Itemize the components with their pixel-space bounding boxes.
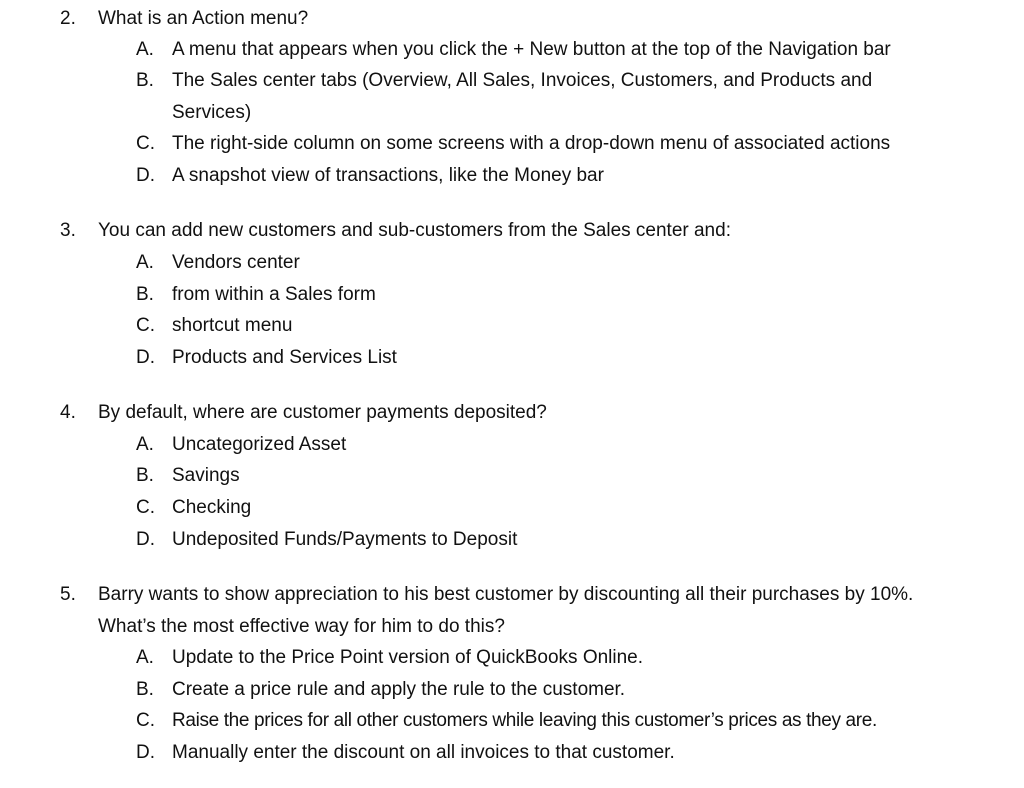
option-text: A snapshot view of transactions, like the Money bar: [172, 165, 604, 186]
option-text: shortcut menu: [172, 315, 293, 336]
option-text: Savings: [172, 465, 240, 486]
option-text: Update to the Price Point version of QuickBooks Online.: [172, 647, 644, 668]
option-text: Products and Services List: [172, 347, 397, 368]
option-text: Raise the prices for all other customers while leaving this customer’s prices as they are.: [172, 710, 877, 731]
question-text: Barry wants to show appreciation to his best customer by discounting all their purchases by 10%. What’s the most effective way for him to do this?: [98, 584, 914, 637]
option-letter: A.: [136, 252, 154, 273]
question-text: You can add new customers and sub-customers from the Sales center and:: [98, 220, 731, 241]
option-text: Uncategorized Asset: [172, 434, 347, 455]
option-letter: C.: [136, 315, 155, 336]
question-number: 2.: [60, 8, 76, 29]
option-letter: D.: [136, 165, 155, 186]
question-number: 3.: [60, 220, 76, 241]
option-text: A menu that appears when you click the + New button at the top of the Navigation bar: [172, 39, 891, 60]
question-number: 4.: [60, 402, 76, 423]
option-letter: D.: [136, 742, 155, 763]
option-letter: B.: [136, 70, 154, 91]
option-letter: C.: [136, 710, 155, 731]
option-text: Create a price rule and apply the rule to the customer.: [172, 679, 626, 700]
option-letter: B.: [136, 284, 154, 305]
option-letter: D.: [136, 347, 155, 368]
option-text: Manually enter the discount on all invoices to that customer.: [172, 742, 675, 763]
option-text: Vendors center: [172, 252, 300, 273]
option-letter: C.: [136, 133, 155, 154]
option-letter: B.: [136, 465, 154, 486]
option-letter: A.: [136, 39, 154, 60]
option-letter: A.: [136, 647, 154, 668]
option-letter: A.: [136, 434, 154, 455]
option-text: Undeposited Funds/Payments to Deposit: [172, 529, 518, 550]
option-text: The Sales center tabs (Overview, All Sales, Invoices, Customers, and Products and Services): [172, 70, 873, 123]
option-text: The right-side column on some screens with a drop-down menu of associated actions: [172, 133, 891, 154]
option-text: from within a Sales form: [172, 284, 376, 305]
question-text: What is an Action menu?: [98, 8, 309, 29]
option-letter: D.: [136, 529, 155, 550]
option-letter: B.: [136, 679, 154, 700]
option-text: Checking: [172, 497, 252, 518]
question-text: By default, where are customer payments deposited?: [98, 402, 547, 423]
question-number: 5.: [60, 584, 76, 605]
option-letter: C.: [136, 497, 155, 518]
